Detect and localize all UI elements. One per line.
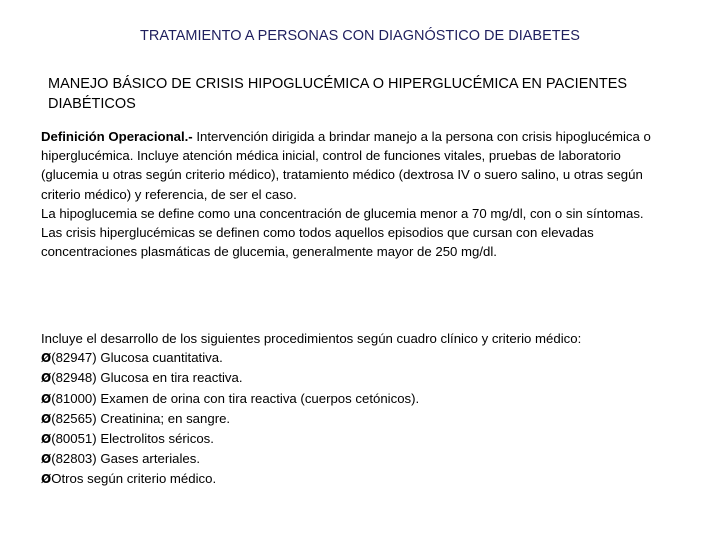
list-item: Ø(82803) Gases arteriales.: [41, 451, 201, 467]
bullet-arrow-icon: Ø: [41, 432, 52, 447]
bullet-arrow-icon: Ø: [41, 391, 52, 406]
list-item: Ø(80051) Electrolitos séricos.: [41, 431, 214, 447]
definition-label: Definición Operacional.-: [41, 129, 193, 144]
page-title: TRATAMIENTO A PERSONAS CON DIAGNÓSTICO DE DIABETES: [140, 28, 580, 44]
bullet-arrow-icon: Ø: [41, 371, 52, 386]
definition-paragraph: [41, 127, 681, 261]
list-item: Ø(82565) Creatinina; en sangre.: [41, 410, 231, 426]
procedures-section: [41, 329, 681, 490]
list-item: ØOtros según criterio médico.: [41, 471, 217, 487]
list-item: Ø(82948) Glucosa en tira reactiva.: [41, 370, 243, 386]
list-item: Ø(81000) Examen de orina con tira reactiva (cuerpos cetónicos).: [41, 390, 420, 406]
hypoglycemia-definition: La hipoglucemia se define como una concentración de glucemia menor a 70 mg/dl, con o sin síntomas.: [41, 205, 644, 221]
hyperglycemia-definition: Las crisis hiperglucémicas se definen como todos aquellos episodios que cursan con elevadas concentraciones plasmáticas de glucemia, generalmente mayor de 250 mg/dl.: [41, 225, 594, 260]
procedures-intro: Incluye el desarrollo de los siguientes procedimientos según cuadro clínico y criterio médico:: [41, 331, 582, 346]
bullet-arrow-icon: Ø: [41, 472, 52, 487]
list-item: Ø(82947) Glucosa cuantitativa.: [41, 350, 223, 366]
definition-text: [41, 127, 681, 204]
bullet-arrow-icon: Ø: [41, 351, 52, 366]
bullet-arrow-icon: Ø: [41, 411, 52, 426]
definition-body: Intervención dirigida a brindar manejo a la persona con crisis hipoglucémica o hiperglucémica. Incluye atención médica inicial, control de funciones vitales, pruebas de laboratorio (glucemia u otras según criterio médico), tratamiento médico (dextrosa IV o suero salino, u otras según criterio médico) y referencia, de ser el caso.: [41, 129, 651, 202]
section-subtitle: MANEJO BÁSICO DE CRISIS HIPOGLUCÉMICA O HIPERGLUCÉMICA EN PACIENTES DIABÉTICOS: [48, 76, 628, 112]
bullet-arrow-icon: Ø: [41, 452, 52, 467]
